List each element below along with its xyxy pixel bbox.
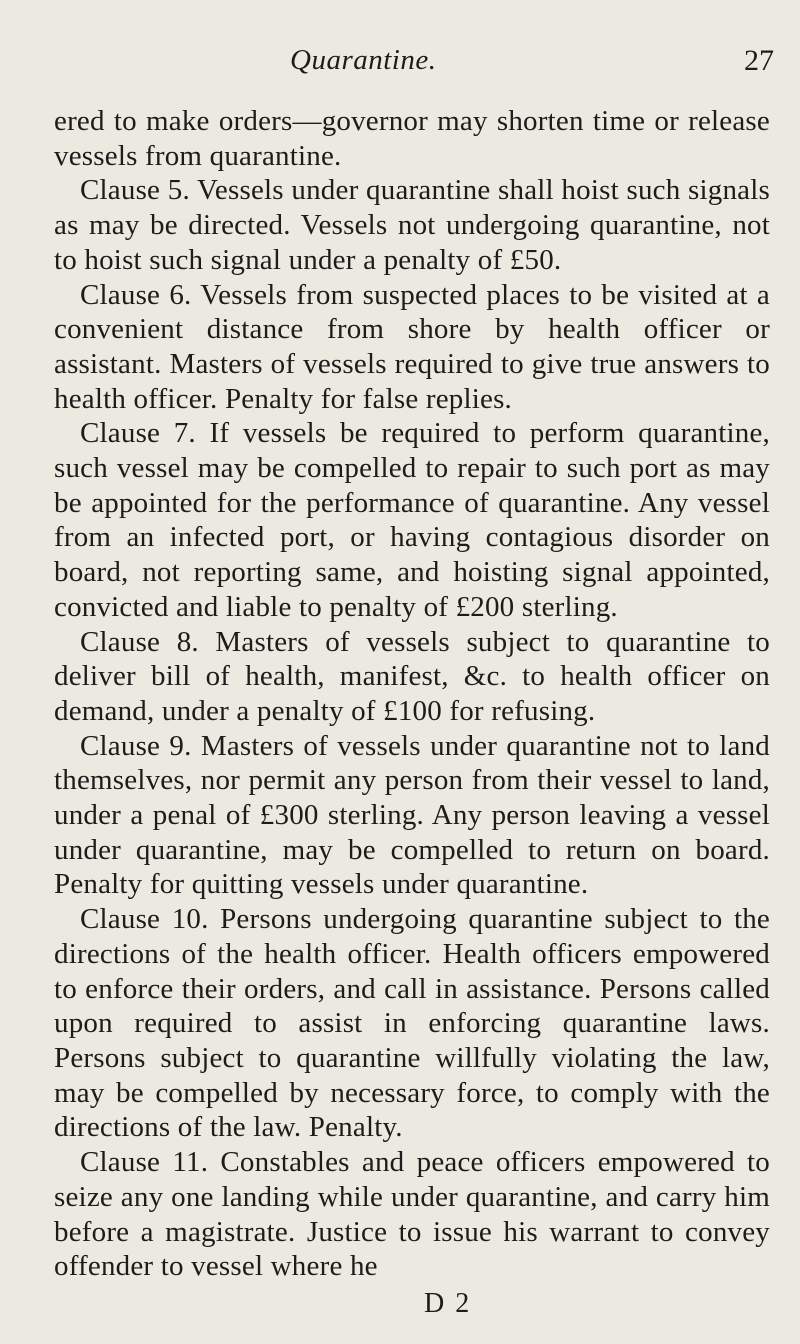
paragraph-clause-10: Clause 10. Persons undergoing quarantine subject to the directions of the health officer. Health officers empowered to enforce their orders, and call in assistance. Persons called upon required to assist in enforcing quarantine laws. Persons subject to quarantine willfully violating the law, may be compelled by necessary force, to comply with the directions of the law. Penalty. (54, 903, 770, 1144)
paragraph-clause-9: Clause 9. Masters of vessels under quarantine not to land themselves, nor permit any person from their vessel to land, under a penal of £300 sterling. Any person leaving a vessel under quarantine, may be compelled to return on board. Penalty for quitting vessels under quarantine. (54, 729, 770, 901)
signature-mark: D 2 (424, 1288, 472, 1319)
paragraph-clause-7: Clause 7. If vessels be required to perform quarantine, such vessel may be compelled to repair to such port as may be appointed for the performance of quarantine. Any vessel from an infected port, or having contagious disorder on board, not reporting same, and hoisting signal appointed, convicted and liable to penalty of £200 sterling. (54, 417, 770, 623)
paragraph-clause-8: Clause 8. Masters of vessels subject to quarantine to deliver bill of health, manifest, &c. to health officer on demand, under a penalty of £100 for refusing. (54, 625, 770, 727)
running-head (0, 44, 800, 84)
paragraph-clause-11: Clause 11. Constables and peace officers empowered to seize any one landing while under quarantine, and carry him before a magistrate. Justice to issue his warrant to convey offender to vessel where he (54, 1146, 770, 1283)
body-text (54, 104, 770, 1284)
running-title: Quarantine. (290, 44, 437, 76)
paragraph-clause-5: Clause 5. Vessels under quarantine shall hoist such signals as may be directed. Vessels not undergoing quarantine, not to hoist such signal under a penalty of £50. (54, 174, 770, 276)
paragraph-clause-6: Clause 6. Vessels from suspected places to be visited at a convenient distance from shore by health officer or assistant. Masters of vessels required to give true answers to health officer. Penalty for false replies. (54, 278, 770, 415)
paragraph-continuation: ered to make orders—governor may shorten time or release vessels from quarantine. (54, 105, 770, 172)
page-number: 27 (744, 44, 774, 77)
